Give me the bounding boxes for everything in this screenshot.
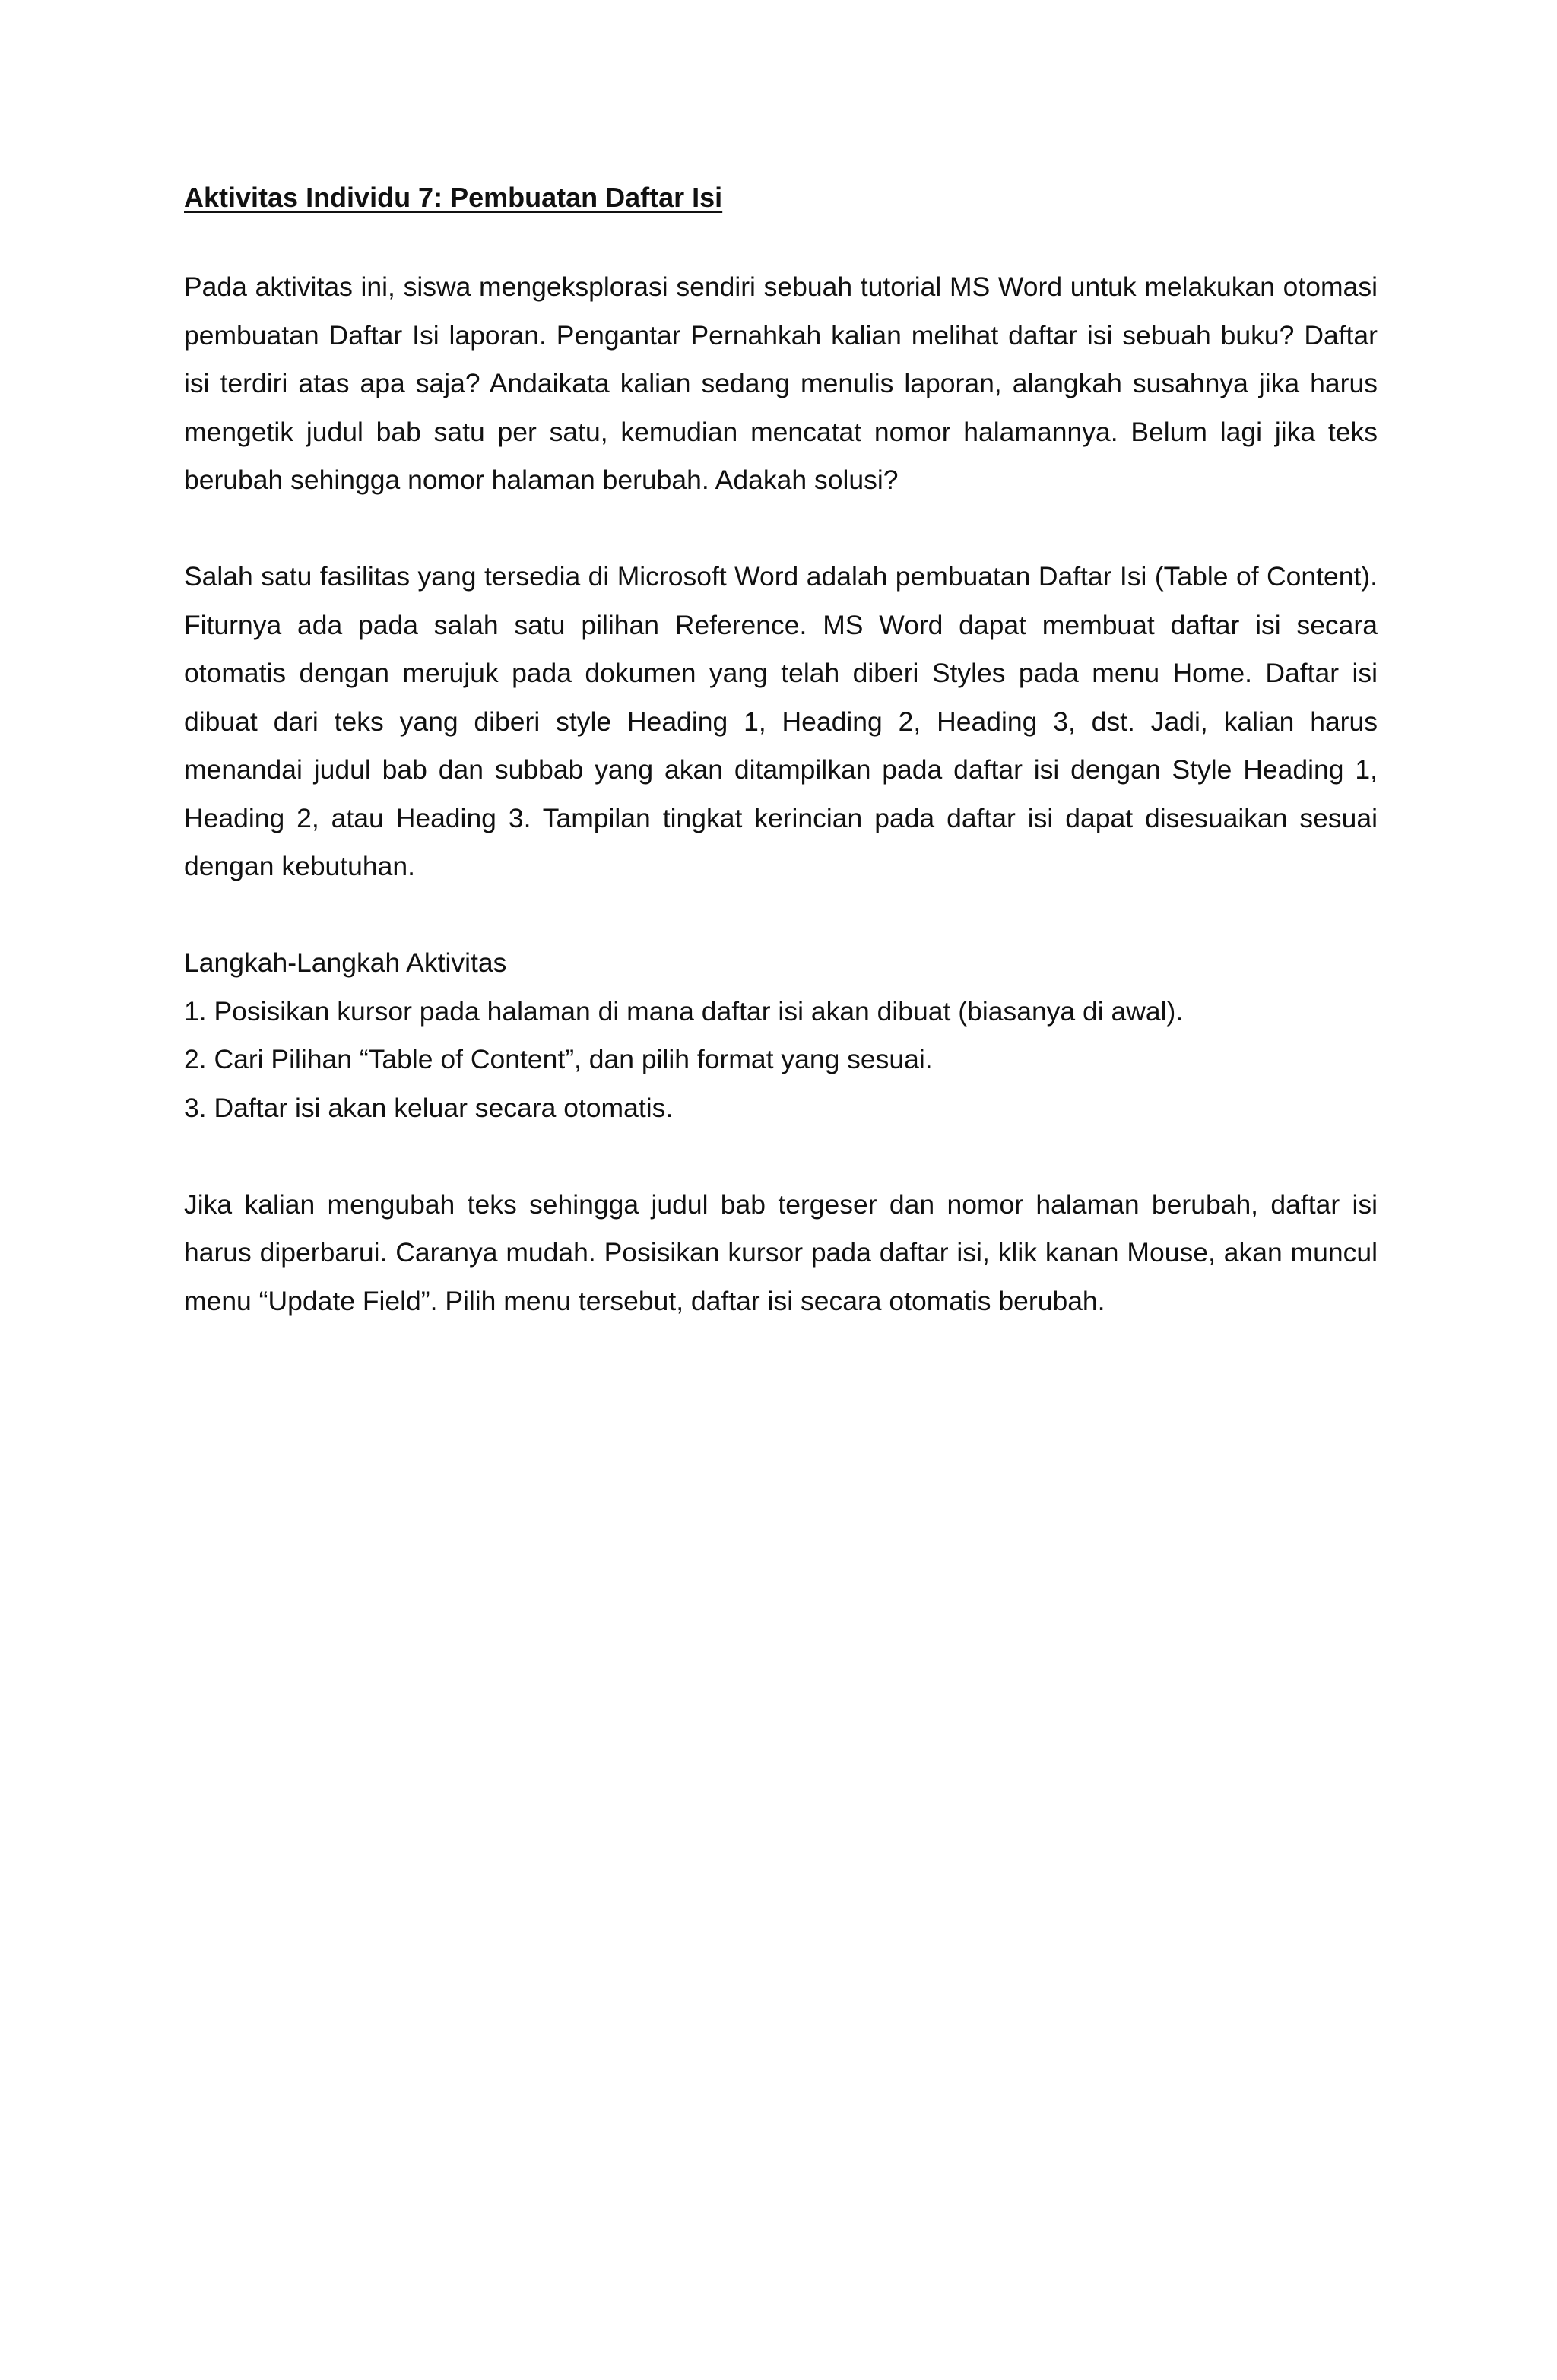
spacer [184,216,1378,263]
step-item: 1. Posisikan kursor pada halaman di mana daftar isi akan dibuat (biasanya di awal). [184,995,1184,1027]
spacer [184,505,1378,554]
document-body [184,179,1378,1325]
spacer [184,891,1378,940]
spacer [184,1132,1378,1181]
closing-paragraph: Jika kalian mengubah teks sehingga judul bab tergeser dan nomor halaman berubah, daftar isi harus diperbarui. Caranya mudah. Posisikan kursor pada daftar isi, klik kanan Mouse, akan muncul menu “Update Field”. Pilih menu tersebut, daftar isi secara otomatis berubah. [184,1188,1378,1316]
page-title: Aktivitas Individu 7: Pembuatan Daftar Isi [184,182,723,213]
step-item: 2. Cari Pilihan “Table of Content”, dan pilih format yang sesuai. [184,1044,933,1074]
steps-heading: Langkah-Langkah Aktivitas [184,947,507,978]
intro-paragraph: Pada aktivitas ini, siswa mengeksplorasi sendiri sebuah tutorial MS Word untuk melakukan otomasi pembuatan Daftar Isi laporan. Pengantar Pernahkah kalian melihat daftar isi sebuah buku? Daftar isi terdiri atas apa saja? Andaikata kalian sedang menulis laporan, alangkah susahnya jika harus mengetik judul bab satu per satu, kemudian mencatat nomor halamannya. Belum lagi jika teks berubah sehingga nomor halaman berubah. Adakah solusi? [184,271,1378,495]
feature-paragraph: Salah satu fasilitas yang tersedia di Microsoft Word adalah pembuatan Daftar Isi (Table of Content). Fiturnya ada pada salah satu pilihan Reference. MS Word dapat membuat daftar isi secara otomatis dengan merujuk pada dokumen yang telah diberi Styles pada menu Home. Daftar isi dibuat dari teks yang diberi style Heading 1, Heading 2, Heading 3, dst. Jadi, kalian harus menandai judul bab dan subbab yang akan ditampilkan pada daftar isi dengan Style Heading 1, Heading 2, atau Heading 3. Tampilan tingkat kerincian pada daftar isi dapat disesuaikan sesuai dengan kebutuhan. [184,561,1378,881]
step-item: 3. Daftar isi akan keluar secara otomatis. [184,1092,674,1123]
